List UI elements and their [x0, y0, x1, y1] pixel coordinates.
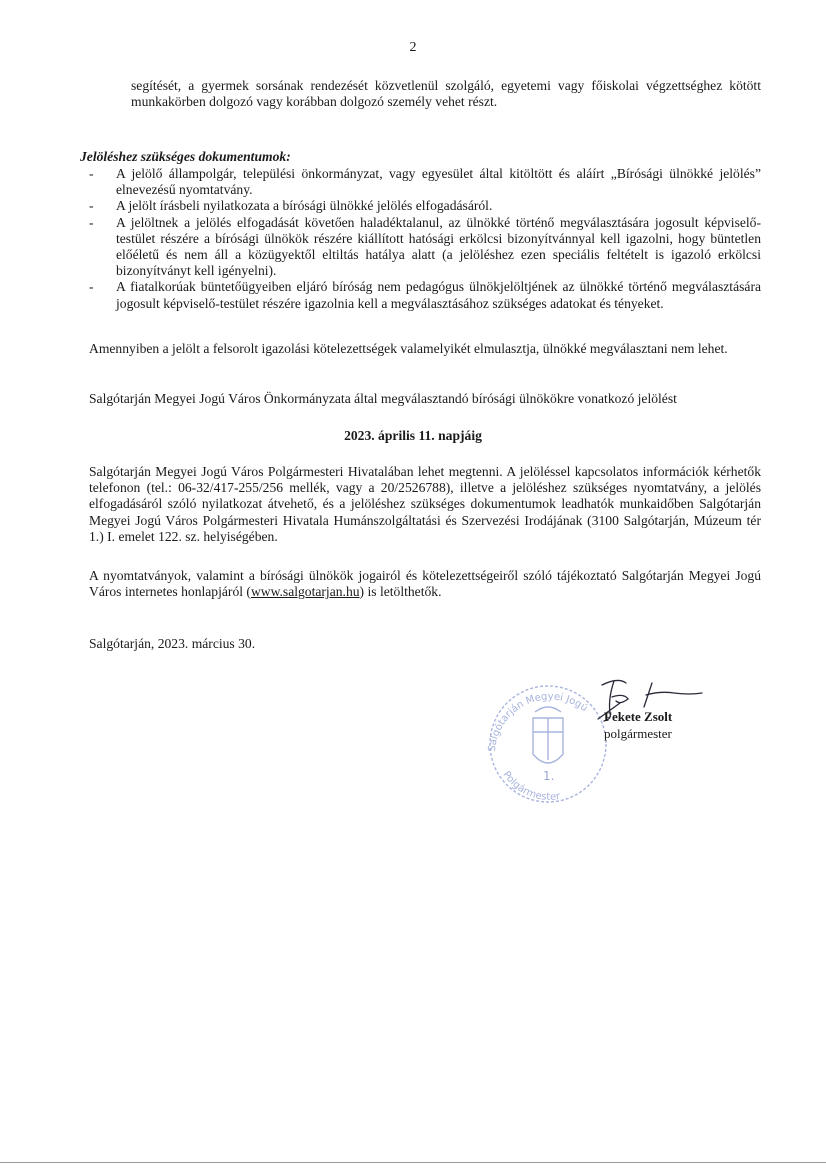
list-bullet: -: [89, 166, 94, 181]
stamp-text-bottom: Polgármester: [500, 769, 561, 803]
download-paragraph: [89, 568, 761, 600]
list-item-text: A fiatalkorúak büntetőügyeiben eljáró bíróság nem pedagógus ülnökjelöltjének az ülnökké történő megválasztására jogosult képviselő-testület részére igazolnia kell a megválasztásához szükséges adatokat és tényeket.: [116, 279, 761, 311]
list-bullet: -: [89, 279, 94, 295]
list-bullet: -: [89, 198, 94, 214]
notice-paragraph: Salgótarján Megyei Jogú Város Önkormányzata által megválasztandó bírósági ülnökökre vonatkozó jelölést: [89, 391, 677, 406]
signer-title: polgármester: [604, 726, 672, 741]
stamp-text-top: Salgótarján Megyei Jogú: [486, 691, 590, 753]
download-text-before: A nyomtatványok, valamint a bírósági ülnökök jogairól és kötelezettségeiről szóló tájékoztató Salgótarján Megyei Jogú Város internetes honlapjáról (: [89, 568, 761, 600]
required-documents-list: [89, 166, 761, 312]
page-number: 2: [409, 40, 417, 55]
list-item: [89, 166, 761, 198]
list-item: [89, 215, 761, 280]
warning-paragraph: Amennyiben a jelölt a felsorolt igazolási kötelezettségek valamelyikét elmulasztja, ülnökké megválasztani nem lehet.: [89, 341, 728, 356]
signer-name: Fekete Zsolt: [604, 709, 673, 724]
intro-paragraph: segítését, a gyermek sorsának rendezését közvetlenül szolgáló, egyetemi vagy főiskolai végzettséghez kötött munkakörben dolgozó vagy korábban dolgozó személy vehet részt.: [131, 78, 761, 110]
website-link[interactable]: www.salgotarjan.hu: [250, 584, 360, 600]
stamp-number: 1.: [543, 769, 555, 783]
date-line: Salgótarján, 2023. március 30.: [89, 636, 256, 651]
list-item-text: A jelöltnek a jelölés elfogadását követően haladéktalanul, az ülnökké történő megválasztására jogosult képviselő-testület részére a bírósági ülnökök részére kiállított hatósági erkölcsi bizonyítvánnyal kell igazolni, hogy büntetlen előéletű és nem áll a közügyektől eltiltás hatálya alatt (a jelöléshez ezen speciális feltételt is igazoló erkölcsi bizonyítványt kell igényelni).: [116, 214, 761, 279]
list-bullet: -: [89, 214, 94, 230]
download-text-after: ) is letölthetők.: [359, 584, 442, 600]
list-item-text: A jelölt írásbeli nyilatkozata a bírósági ülnökké jelölés elfogadásáról.: [116, 198, 493, 214]
deadline-heading: 2023. április 11. napjáig: [344, 428, 482, 443]
page-bottom-rule: [0, 1162, 826, 1163]
list-item: [89, 198, 761, 214]
list-item: [89, 279, 761, 311]
svg-text:Salgótarján Megyei Jogú: [487, 691, 590, 752]
documents-section-title: Jelöléshez szükséges dokumentumok:: [80, 149, 291, 164]
submission-place-paragraph: Salgótarján Megyei Jogú Város Polgármesteri Hivatalában lehet megtenni. A jelöléssel kapcsolatos információk kérhetők telefonon (tel.: 06-32/417-255/256 mellék, vagy a 20/2526788), illetve a jelöléshez szükséges nyomtatvány, a jelölés elfogadásáról szóló nyilatkozat átvehető, és a jelöléshez szükséges dokumentumok leadhatók munkaidőben Salgótarján Megyei Jogú Város Polgármesteri Hivatala Humánszolgáltatási és Szervezési Irodájának (3100 Salgótarján, Múzeum tér 1.) I. emelet 122. sz. helyiségében.: [89, 464, 761, 544]
list-item-text: A jelölő állampolgár, települési önkormányzat, vagy egyesület által kitöltött és aláírt „Bírósági ülnökké jelölés” elnevezésű nyomtatvány.: [116, 166, 761, 198]
